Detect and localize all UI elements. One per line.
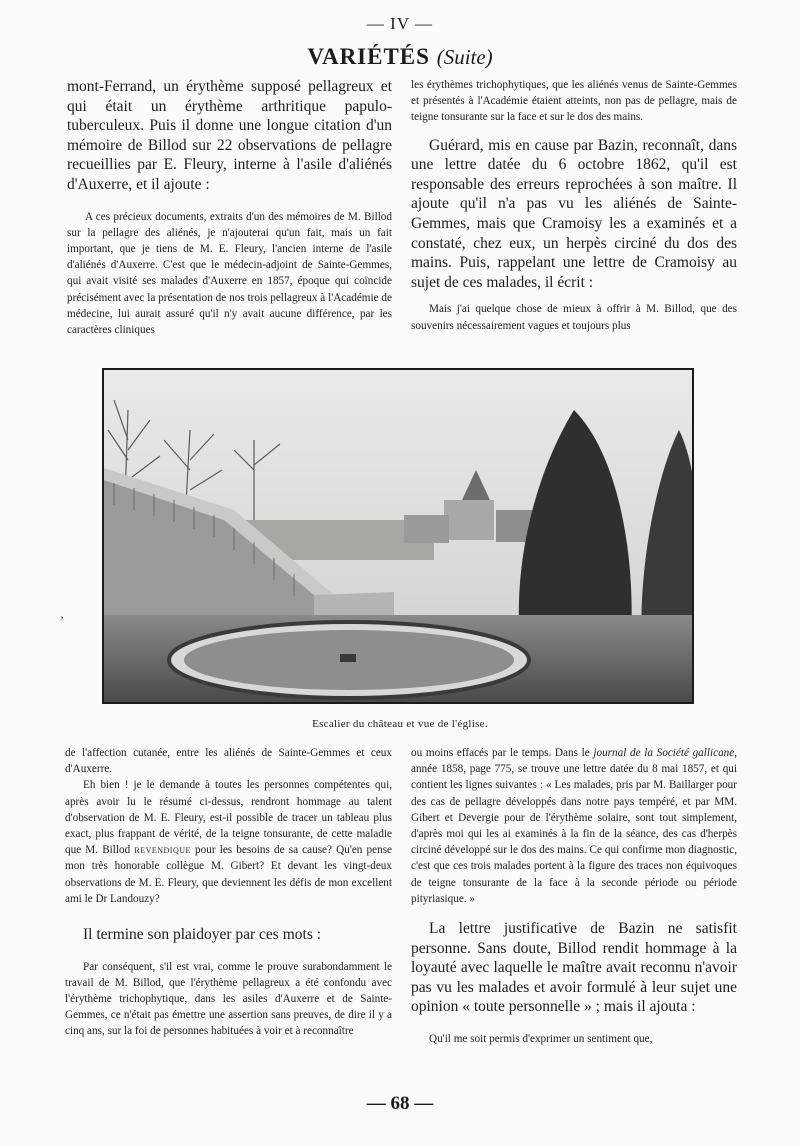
lower-left-quote-text-b: pour les besoins de sa cause? Qu'en pense mon très honorable collègue M. Gibert? Et devant les vingt-deux observations de M. E. Fleury, que deviennent les défis de mon excellent ami le Dr Landouzy? [65, 844, 393, 905]
lower-right-paragraph: La lettre justificative de Bazin ne satisfit personne. Sans doute, Billod rendit hommage à la loyauté avec laquelle le maître avait reconnu n'avoir pas vu les malades et avoir formulé à leur sujet une opinion « toute personnelle » ; mais il ajouta : [411, 920, 737, 1016]
lower-left-quote: Par conséquent, s'il est vrai, comme le prouve surabondamment le travail de M. Billod, que l'érythème pellagreux a été confondu avec l'érythème trichophytique, dans les asiles d'Auxerre et de Sainte-Gemmes, ce n'était pas émettre une assertion sans preuves, de dire il y a cinq ans, sur la foi de personnes habituées à voir et à reconnaître [65, 960, 392, 1038]
upper-left-paragraph: mont-Ferrand, un érythème supposé pellagreux et qui était un érythème arthritique papulo-tuberculeux. Puis il donne une longue citation d'un mémoire de Billod sur 22 observations de pellagre recueillies par E. Fleury, interne à l'asile d'aliénés d'Auxerre, et il ajoute : [67, 78, 392, 193]
lower-right-quote: Qu'il me soit permis d'exprimer un sentiment que, [429, 1033, 653, 1045]
photo-caption: Escalier du château et vue de l'église. [312, 718, 488, 730]
lower-left-quote-continuation: de l'affection cutanée, entre les aliénés de Sainte-Gemmes et ceux d'Auxerre. [65, 747, 392, 776]
upper-right-quote-continuation: les érythèmes trichophytiques, que les aliénés venus de Sainte-Gemmes et présentés à l'Académie étaient atteints, non pas de pellagre, mais de teigne tonsurante sur la face et sur le dos des mains. [411, 79, 737, 124]
upper-right-paragraph: Guérard, mis en cause par Bazin, reconnaît, dans une lettre datée du 6 octobre 1862, qu'il est responsable des erreurs reprochées à son maître. Il ajoute qu'il n'a pas vu les aliénés de Sainte-Gemmes, mais que Cramoisy les a examinés et a constaté, chez eux, un herpès circiné du dos des mains. Puis, rappelant une lettre de Cramoisy au sujet de ces malades, il écrit : [411, 136, 737, 291]
lower-left-column [65, 745, 392, 1040]
roman-folio: — IV — [366, 14, 434, 33]
fountain-head [340, 654, 356, 662]
lower-right-text-b: , année 1858, page 775, se trouve une lettre datée du 8 mai 1857, et qui contient les lignes suivantes : « Les malades, pris par M. Baillarger pour des cas de pellagre développés dans notre pays tempéré, et par MM. Gibert et Devergie pour de l'érythème solaire, sont tout simplement, d'après moi qui les ai examinés à la fin de la séance, des cas d'herpès circiné développé sur le dos des mains. Ce qui confirme mon diagnostic, c'est que ces trois malades portent à la figure des traces non équivoques de teigne tonsurante de la face à la seconde période ou période pityriasique. » [411, 747, 738, 905]
revendique-word: revendique [134, 844, 191, 857]
margin-mark: ’ [60, 613, 64, 627]
upper-right-column [411, 77, 737, 334]
lower-left-quote-paragraph [65, 777, 392, 907]
page-number: — 68 — [366, 1093, 434, 1114]
lower-right-column [411, 745, 737, 1047]
lower-left-paragraph: Il termine son plaidoyer par ces mots : [83, 926, 322, 944]
upper-left-quote: A ces précieux documents, extraits d'un des mémoires de M. Billod sur la pellagre des aliénés, je n'ajouterai qu'un fait, mais un fait important, que je tiens de M. E. Fleury, l'ancien interne de l'asile d'aliénés d'Auxerre. C'est que le médecin-adjoint de Sainte-Gemmes, qui avait visité ses malades d'Auxerre en 1857, époque qui coïncide précisément avec la présentation de nos trois pellagreux à l'Académie de médecine, lui aurait assuré qu'il n'y avait aucune différence, par les caractères cliniques [67, 210, 392, 336]
photograph [102, 368, 694, 704]
lower-right-text-a: ou moins effacés par le temps. Dans le [411, 747, 590, 759]
journal-title: journal de la Société gallicane [593, 747, 735, 759]
chateau-staircase-illustration [104, 370, 692, 702]
section-title-suite: (Suite) [436, 45, 493, 69]
lower-left-quote-text-a: Eh bien ! je le demande à toutes les personnes compétentes qui, après avoir lu le résumé ci-dessus, rendront hommage au talent d'observation de M. E. Fleury, est-il possible de tracer un tableau plus exact, plus frappant de vérité, de la teigne tonsurante, de cette maladie que M. Billod [65, 779, 392, 857]
upper-right-quote: Mais j'ai quelque chose de mieux à offrir à M. Billod, que des souvenirs nécessairement vagues et toujours plus [411, 303, 737, 332]
upper-left-column [67, 77, 392, 338]
section-title-text: VARIÉTÉS [307, 44, 430, 69]
lower-right-quote-continuation [411, 745, 737, 907]
section-title [0, 44, 800, 70]
